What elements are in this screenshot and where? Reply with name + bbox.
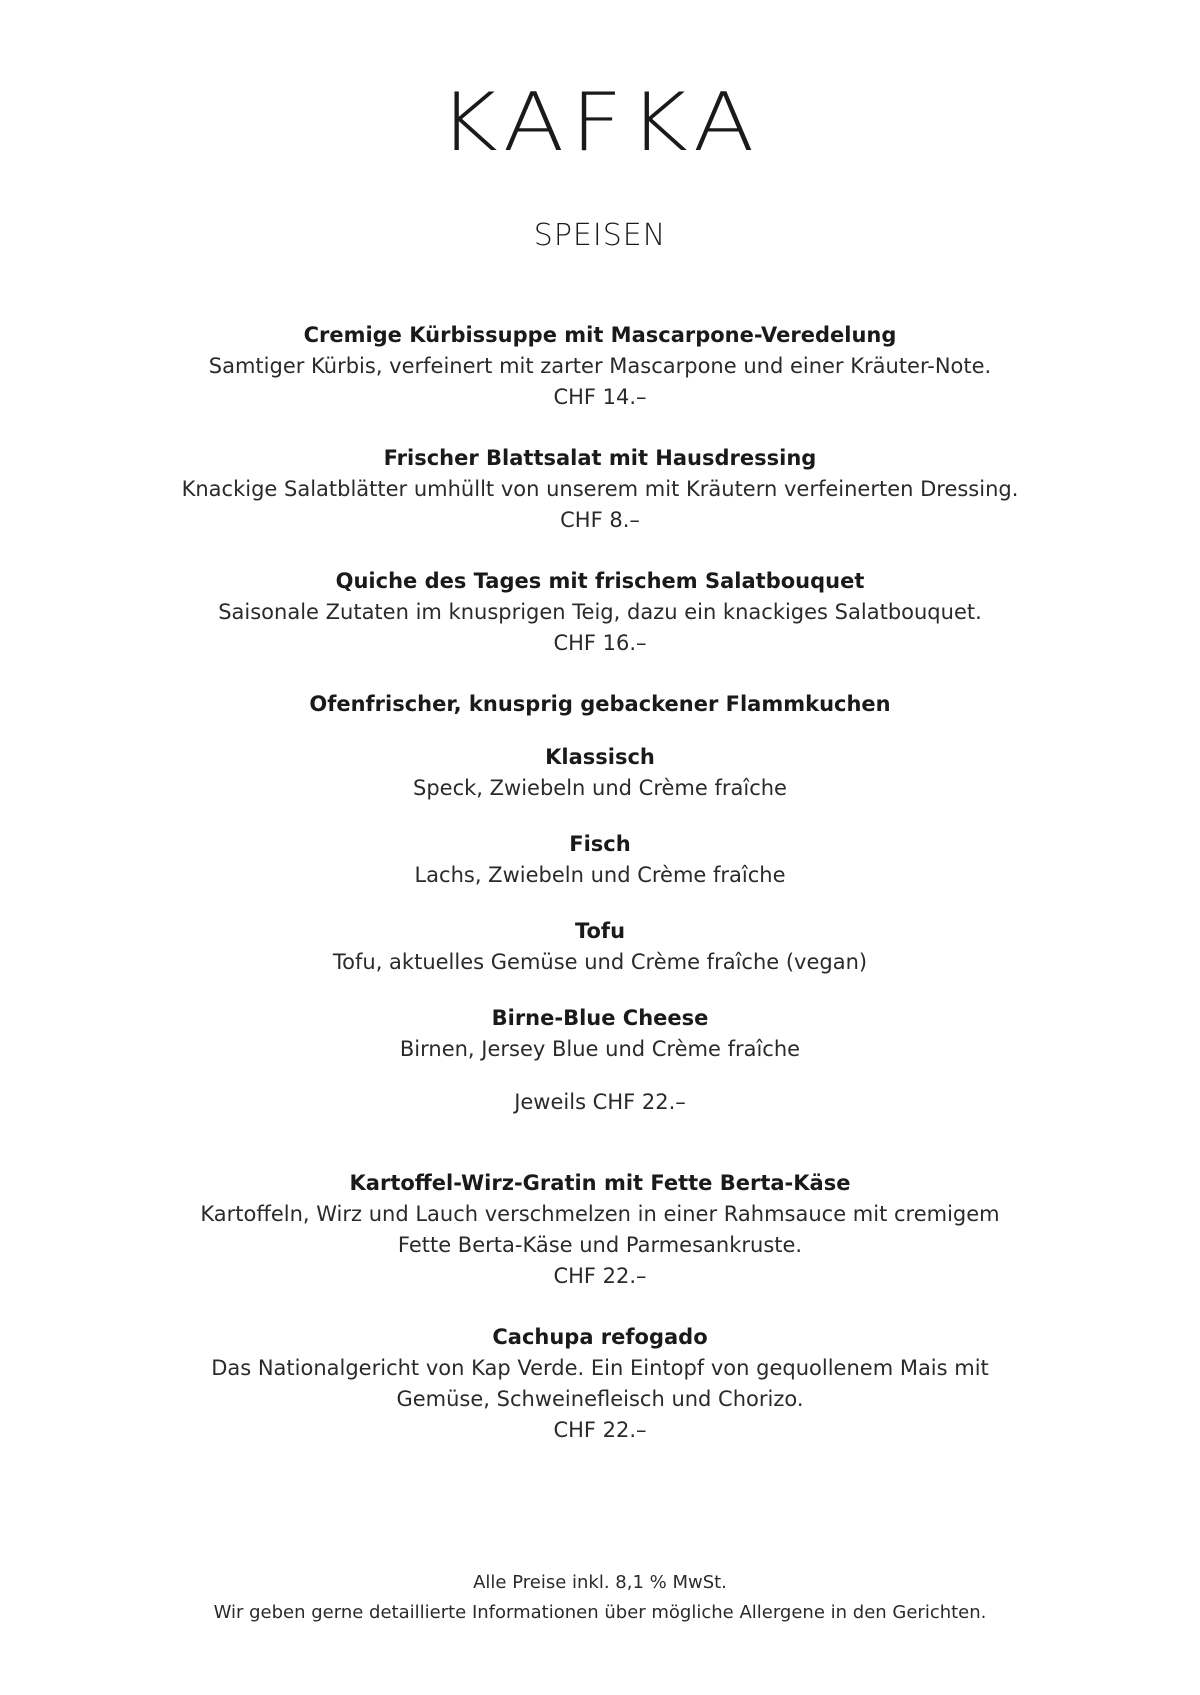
flammkuchen-section — [0, 689, 1200, 1118]
item-name: Cremige Kürbissuppe mit Mascarpone-Veredelung — [303, 323, 897, 347]
item-price: CHF 8.– — [560, 508, 640, 532]
variant-name: Klassisch — [545, 745, 655, 769]
variant-name: Birne-Blue Cheese — [491, 1006, 709, 1030]
variant-description: Tofu, aktuelles Gemüse und Crème fraîche (vegan) — [332, 950, 868, 974]
item-description: Samtiger Kürbis, verfeinert mit zarter Mascarpone und einer Kräuter-Note. — [208, 354, 992, 378]
flammkuchen-variant — [0, 742, 1200, 804]
section-title: SPEISEN — [533, 218, 667, 253]
item-description: Kartoffeln, Wirz und Lauch verschmelzen in einer Rahmsauce mit cremigem — [200, 1202, 1000, 1226]
item-price: CHF 14.– — [553, 385, 647, 409]
flammkuchen-title: Ofenfrischer, knusprig gebackener Flammkuchen — [309, 692, 891, 716]
item-name: Quiche des Tages mit frischem Salatbouquet — [335, 569, 865, 593]
item-name: Kartoffel-Wirz-Gratin mit Fette Berta-Käse — [349, 1171, 851, 1195]
item-name: Frischer Blattsalat mit Hausdressing — [383, 446, 817, 470]
variant-description: Speck, Zwiebeln und Crème fraîche — [413, 776, 787, 800]
item-description: Knackige Salatblätter umhüllt von unserem mit Kräutern verfeinerten Dressing. — [181, 477, 1019, 501]
menu-item — [0, 320, 1200, 413]
footer-note — [0, 1568, 1200, 1628]
variant-description: Birnen, Jersey Blue und Crème fraîche — [399, 1037, 801, 1061]
menu-item — [0, 443, 1200, 536]
flammkuchen-variant — [0, 916, 1200, 978]
item-description: Saisonale Zutaten im knusprigen Teig, dazu ein knackiges Salatbouquet. — [218, 600, 982, 624]
variant-name: Fisch — [569, 832, 631, 856]
menu-item — [0, 1168, 1200, 1292]
variant-name: Tofu — [574, 919, 626, 943]
item-name: Cachupa refogado — [492, 1325, 708, 1349]
brand-logo: KAFKA — [438, 76, 762, 169]
item-description: Gemüse, Schweinefleisch und Chorizo. — [396, 1387, 804, 1411]
menu-item — [0, 566, 1200, 659]
item-description: Das Nationalgericht von Kap Verde. Ein Eintopf von gequollenem Mais mit — [211, 1356, 989, 1380]
variant-description: Lachs, Zwiebeln und Crème fraîche — [414, 863, 786, 887]
flammkuchen-variant — [0, 1003, 1200, 1065]
vat-note: Alle Preise inkl. 8,1 % MwSt. — [473, 1572, 727, 1593]
item-price: CHF 22.– — [553, 1418, 647, 1442]
item-price: CHF 22.– — [553, 1264, 647, 1288]
item-price: CHF 16.– — [553, 631, 647, 655]
flammkuchen-variant — [0, 829, 1200, 891]
allergen-note: Wir geben gerne detaillierte Informationen über mögliche Allergene in den Gerichten. — [213, 1602, 987, 1623]
flammkuchen-price: Jeweils CHF 22.– — [514, 1090, 686, 1114]
item-description: Fette Berta-Käse und Parmesankruste. — [397, 1233, 803, 1257]
menu-list — [0, 320, 1200, 1446]
menu-item — [0, 1322, 1200, 1446]
